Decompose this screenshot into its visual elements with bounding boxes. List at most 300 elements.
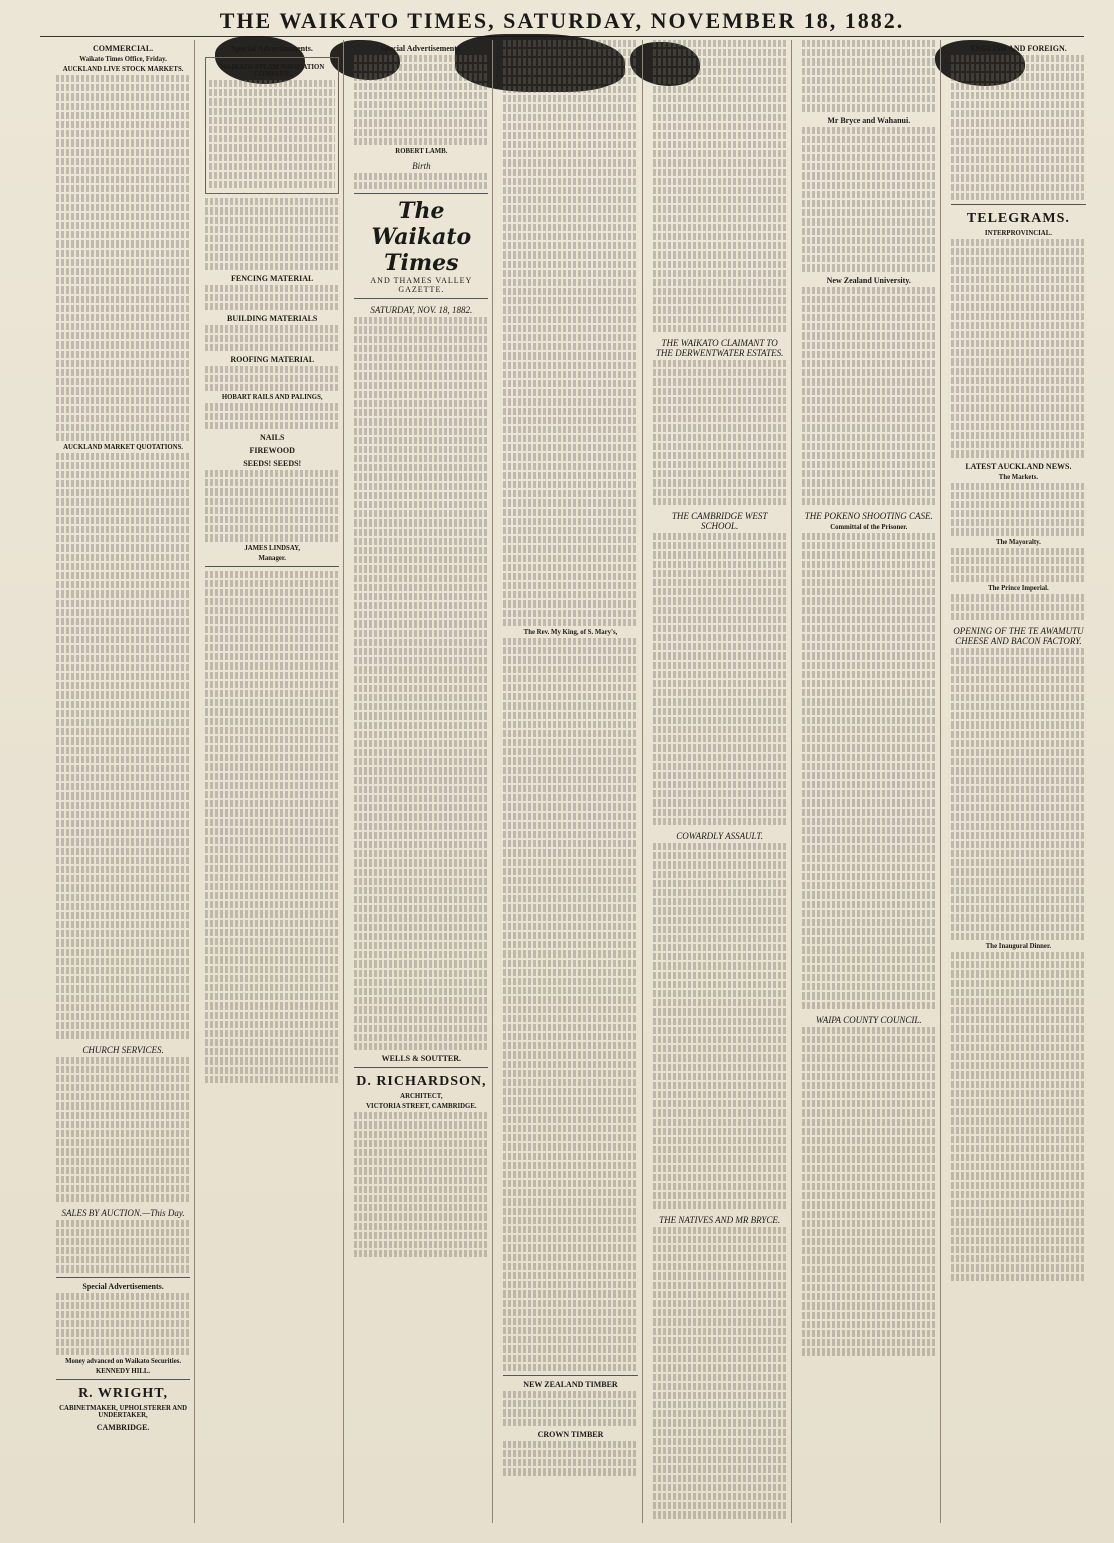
illegible-text-line — [205, 773, 339, 780]
illegible-text-line — [653, 1082, 787, 1089]
illegible-text-line — [56, 912, 190, 919]
illegible-text-line — [802, 772, 936, 779]
illegible-text-line — [951, 841, 1086, 848]
illegible-text-line — [503, 647, 637, 654]
illegible-text-line — [653, 680, 787, 687]
illegible-text-line — [951, 184, 1086, 191]
illegible-text-line — [951, 685, 1086, 692]
fencing-material: FENCING MATERIAL — [231, 273, 314, 283]
illegible-text-line — [802, 689, 936, 696]
illegible-text-line — [56, 406, 190, 413]
money-advanced: Money advanced on Waikato Securities. — [65, 1357, 182, 1365]
illegible-text-line — [653, 1419, 787, 1426]
illegible-text-line — [653, 1227, 787, 1234]
market-quotations-heading: AUCKLAND MARKET QUOTATIONS. — [63, 443, 184, 451]
illegible-text-line — [354, 529, 488, 536]
illegible-text-line — [653, 1100, 787, 1107]
illegible-text-line — [653, 1128, 787, 1135]
illegible-text-line — [56, 857, 190, 864]
illegible-text-line — [951, 129, 1086, 136]
illegible-text-line — [503, 40, 637, 47]
illegible-text-line — [503, 233, 637, 240]
illegible-text-line — [503, 1033, 637, 1040]
illegible-text-line — [503, 840, 637, 847]
illegible-text-line — [802, 616, 936, 623]
illegible-text-line — [951, 285, 1086, 292]
illegible-text-line — [503, 923, 637, 930]
illegible-text-line — [56, 838, 190, 845]
illegible-text-line — [802, 983, 936, 990]
illegible-text-line — [951, 850, 1086, 857]
illegible-text-line — [802, 498, 936, 505]
illegible-text-line — [205, 207, 339, 214]
illegible-text-line — [354, 83, 488, 90]
illegible-text-line — [503, 978, 637, 985]
illegible-text-line — [802, 1284, 936, 1291]
illegible-text-line — [205, 294, 339, 301]
illegible-text-line — [653, 643, 787, 650]
illegible-text-line — [205, 837, 339, 844]
illegible-text-line — [354, 1250, 488, 1257]
illegible-text-line — [951, 548, 1086, 555]
illegible-text-line — [802, 1091, 936, 1098]
illegible-text-line — [951, 731, 1086, 738]
illegible-text-line — [653, 944, 787, 951]
illegible-text-line — [354, 676, 488, 683]
illegible-text-line — [354, 666, 488, 673]
illegible-text-line — [56, 627, 190, 634]
illegible-text-line — [653, 1254, 787, 1261]
illegible-text-line — [56, 939, 190, 946]
illegible-text-line — [951, 878, 1086, 885]
illegible-text-line — [951, 905, 1086, 912]
illegible-text-line — [205, 754, 339, 761]
illegible-text-line — [653, 288, 787, 295]
illegible-text-line — [205, 263, 339, 270]
illegible-text-line — [56, 1057, 190, 1064]
illegible-text-line — [209, 89, 335, 96]
illegible-text-line — [802, 388, 936, 395]
illegible-text-line — [56, 498, 190, 505]
illegible-text-line — [56, 75, 190, 82]
illegible-text-line — [56, 508, 190, 515]
illegible-text-line — [503, 288, 637, 295]
illegible-text-line — [653, 178, 787, 185]
illegible-text-line — [951, 404, 1086, 411]
illegible-text-line — [354, 703, 488, 710]
illegible-text-line — [56, 1066, 190, 1073]
illegible-text-line — [802, 127, 936, 134]
illegible-text-line — [56, 1339, 190, 1346]
illegible-text-line — [653, 68, 787, 75]
illegible-text-line — [354, 501, 488, 508]
illegible-text-line — [354, 354, 488, 361]
illegible-text-line — [56, 424, 190, 431]
illegible-text-line — [653, 533, 787, 540]
illegible-text-line — [653, 1318, 787, 1325]
illegible-text-line — [653, 415, 787, 422]
illegible-text-line — [503, 831, 637, 838]
illegible-text-line — [503, 1226, 637, 1233]
illegible-text-line — [503, 343, 637, 350]
illegible-text-line — [205, 1030, 339, 1037]
column-5 — [649, 40, 792, 1523]
illegible-text-line — [951, 1274, 1086, 1281]
illegible-text-line — [354, 960, 488, 967]
illegible-text-line — [205, 690, 339, 697]
special-ads-heading-1: Special Advertisements. — [82, 1281, 164, 1291]
illegible-text-line — [653, 196, 787, 203]
illegible-text-line — [802, 369, 936, 376]
illegible-text-line — [56, 1031, 190, 1038]
illegible-text-line — [951, 989, 1086, 996]
illegible-text-line — [802, 855, 936, 862]
illegible-text-line — [653, 781, 787, 788]
wright-ad-place: CAMBRIDGE. — [96, 1422, 150, 1432]
illegible-text-line — [951, 528, 1086, 535]
illegible-text-line — [503, 242, 637, 249]
illegible-text-line — [354, 841, 488, 848]
illegible-text-line — [354, 1223, 488, 1230]
illegible-text-line — [951, 1264, 1086, 1271]
illegible-text-line — [56, 397, 190, 404]
illegible-text-line — [653, 1355, 787, 1362]
illegible-text-line — [503, 187, 637, 194]
illegible-text-line — [503, 555, 637, 562]
illegible-text-line — [653, 406, 787, 413]
illegible-text-line — [653, 861, 787, 868]
illegible-text-line — [802, 1211, 936, 1218]
rev-king-heading: The Rev. My King, of S. Mary's, — [523, 629, 618, 636]
illegible-text-line — [205, 653, 339, 660]
illegible-text-line — [503, 1254, 637, 1261]
illegible-text-line — [951, 450, 1086, 457]
illegible-text-line — [354, 1213, 488, 1220]
building-materials: BUILDING MATERIALS — [227, 314, 318, 324]
illegible-text-line — [951, 1071, 1086, 1078]
birth-heading: Birth — [412, 160, 431, 171]
illegible-text-line — [802, 1027, 936, 1034]
illegible-text-line — [205, 571, 339, 578]
illegible-text-line — [653, 754, 787, 761]
illegible-text-line — [503, 794, 637, 801]
illegible-text-line — [56, 103, 190, 110]
illegible-text-line — [503, 1024, 637, 1031]
illegible-text-line — [802, 956, 936, 963]
illegible-text-line — [354, 1043, 488, 1050]
illegible-text-line — [354, 1149, 488, 1156]
illegible-text-line — [653, 1401, 787, 1408]
illegible-text-line — [802, 836, 936, 843]
illegible-text-line — [354, 648, 488, 655]
illegible-text-line — [802, 992, 936, 999]
illegible-text-line — [503, 150, 637, 157]
illegible-text-line — [503, 1097, 637, 1104]
richardson-name: D. RICHARDSON, — [356, 1074, 487, 1090]
illegible-text-line — [653, 990, 787, 997]
illegible-text-line — [503, 1198, 637, 1205]
illegible-text-line — [653, 1364, 787, 1371]
illegible-text-line — [802, 1266, 936, 1273]
illegible-text-line — [205, 335, 339, 342]
illegible-text-line — [503, 545, 637, 552]
illegible-text-line — [503, 334, 637, 341]
illegible-text-line — [951, 165, 1086, 172]
illegible-text-line — [951, 1090, 1086, 1097]
illegible-text-line — [503, 1345, 637, 1352]
illegible-text-line — [802, 1045, 936, 1052]
illegible-text-line — [802, 209, 936, 216]
illegible-text-line — [503, 1272, 637, 1279]
illegible-text-line — [56, 930, 190, 937]
illegible-text-line — [653, 270, 787, 277]
illegible-text-line — [802, 579, 936, 586]
illegible-text-line — [205, 874, 339, 881]
illegible-text-line — [503, 527, 637, 534]
illegible-text-line — [653, 452, 787, 459]
illegible-text-line — [503, 739, 637, 746]
illegible-text-line — [205, 736, 339, 743]
illegible-text-line — [56, 903, 190, 910]
commercial-heading: COMMERCIAL. — [92, 44, 154, 53]
illegible-text-line — [653, 1192, 787, 1199]
illegible-text-line — [653, 1245, 787, 1252]
illegible-text-line — [653, 169, 787, 176]
illegible-text-line — [56, 1220, 190, 1227]
illegible-text-line — [354, 933, 488, 940]
illegible-text-line — [354, 970, 488, 977]
illegible-text-line — [802, 634, 936, 641]
illegible-text-line — [205, 1039, 339, 1046]
illegible-text-line — [354, 951, 488, 958]
illegible-text-line — [503, 1143, 637, 1150]
wells-soutter: WELLS & SOUTTER. — [381, 1054, 462, 1064]
illegible-text-line — [354, 129, 488, 136]
illegible-text-line — [653, 58, 787, 65]
illegible-text-line — [802, 246, 936, 253]
illegible-text-line — [503, 1327, 637, 1334]
illegible-text-line — [205, 809, 339, 816]
natives-bryce-heading: THE NATIVES AND MR BRYCE. — [659, 1214, 781, 1225]
illegible-text-line — [205, 626, 339, 633]
illegible-text-line — [503, 849, 637, 856]
illegible-text-line — [951, 998, 1086, 1005]
illegible-text-line — [653, 579, 787, 586]
illegible-text-line — [653, 325, 787, 332]
illegible-text-line — [354, 138, 488, 145]
illegible-text-line — [503, 600, 637, 607]
illegible-text-line — [653, 1027, 787, 1034]
illegible-text-line — [56, 323, 190, 330]
illegible-text-line — [802, 470, 936, 477]
illegible-text-line — [802, 1238, 936, 1245]
illegible-text-line — [653, 215, 787, 222]
illegible-text-line — [653, 597, 787, 604]
illegible-text-line — [56, 1102, 190, 1109]
illegible-text-line — [503, 408, 637, 415]
illegible-text-line — [205, 325, 339, 332]
illegible-text-line — [56, 618, 190, 625]
illegible-text-line — [653, 251, 787, 258]
illegible-text-line — [951, 1182, 1086, 1189]
illegible-text-line — [802, 104, 936, 111]
illegible-text-line — [951, 1127, 1086, 1134]
richardson-address: VICTORIA STREET, CAMBRIDGE. — [366, 1103, 477, 1111]
illegible-text-line — [354, 575, 488, 582]
illegible-text-line — [205, 727, 339, 734]
illegible-text-line — [56, 185, 190, 192]
illegible-text-line — [209, 144, 335, 151]
illegible-text-line — [653, 132, 787, 139]
illegible-text-line — [56, 296, 190, 303]
illegible-text-line — [503, 1459, 637, 1466]
illegible-text-line — [802, 643, 936, 650]
illegible-text-line — [503, 859, 637, 866]
illegible-text-line — [205, 947, 339, 954]
illegible-text-line — [653, 662, 787, 669]
illegible-text-line — [56, 1302, 190, 1309]
illegible-text-line — [354, 887, 488, 894]
illegible-text-line — [503, 1263, 637, 1270]
illegible-text-line — [653, 224, 787, 231]
illegible-text-line — [205, 534, 339, 541]
illegible-text-line — [56, 277, 190, 284]
illegible-text-line — [354, 1195, 488, 1202]
illegible-text-line — [205, 616, 339, 623]
illegible-text-line — [503, 453, 637, 460]
illegible-text-line — [209, 172, 335, 179]
illegible-text-line — [951, 138, 1086, 145]
illegible-text-line — [503, 1134, 637, 1141]
illegible-text-line — [802, 744, 936, 751]
illegible-text-line — [802, 1119, 936, 1126]
illegible-text-line — [503, 813, 637, 820]
illegible-text-line — [802, 570, 936, 577]
illegible-text-line — [951, 712, 1086, 719]
illegible-text-line — [951, 1081, 1086, 1088]
illegible-text-line — [503, 362, 637, 369]
illegible-text-line — [653, 378, 787, 385]
illegible-text-line — [951, 340, 1086, 347]
illegible-text-line — [653, 898, 787, 905]
special-ads-heading-2: Special Advertisements. — [231, 44, 313, 53]
illegible-text-line — [653, 926, 787, 933]
illegible-text-line — [56, 921, 190, 928]
illegible-text-line — [653, 935, 787, 942]
illegible-text-line — [354, 437, 488, 444]
illegible-text-line — [503, 987, 637, 994]
illegible-text-line — [354, 813, 488, 820]
illegible-text-line — [503, 757, 637, 764]
illegible-text-line — [56, 526, 190, 533]
illegible-text-line — [951, 1237, 1086, 1244]
illegible-text-line — [653, 1484, 787, 1491]
illegible-text-line — [56, 774, 190, 781]
illegible-text-line — [802, 1137, 936, 1144]
illegible-text-line — [951, 1099, 1086, 1106]
illegible-text-line — [205, 883, 339, 890]
illegible-text-line — [56, 360, 190, 367]
illegible-text-line — [951, 1016, 1086, 1023]
illegible-text-line — [951, 331, 1086, 338]
illegible-text-line — [951, 358, 1086, 365]
illegible-text-line — [653, 49, 787, 56]
illegible-text-line — [951, 666, 1086, 673]
illegible-text-line — [354, 924, 488, 931]
illegible-text-line — [653, 1008, 787, 1015]
illegible-text-line — [951, 1172, 1086, 1179]
illegible-text-line — [56, 756, 190, 763]
illegible-text-line — [653, 953, 787, 960]
illegible-text-line — [354, 722, 488, 729]
james-lindsay: JAMES LINDSAY, — [244, 544, 301, 552]
illegible-text-line — [56, 728, 190, 735]
illegible-text-line — [802, 717, 936, 724]
illegible-text-line — [802, 296, 936, 303]
illegible-text-line — [205, 580, 339, 587]
illegible-text-line — [802, 305, 936, 312]
illegible-text-line — [653, 1502, 787, 1509]
illegible-text-line — [56, 489, 190, 496]
illegible-text-line — [951, 740, 1086, 747]
illegible-text-line — [354, 464, 488, 471]
illegible-text-line — [354, 363, 488, 370]
illegible-text-line — [802, 95, 936, 102]
illegible-text-line — [503, 306, 637, 313]
illegible-text-line — [951, 952, 1086, 959]
illegible-text-line — [653, 717, 787, 724]
illegible-text-line — [653, 1155, 787, 1162]
illegible-text-line — [354, 119, 488, 126]
illegible-text-line — [653, 424, 787, 431]
illegible-text-line — [503, 1208, 637, 1215]
illegible-text-line — [354, 611, 488, 618]
livestock-heading: AUCKLAND LIVE STOCK MARKETS. — [62, 66, 184, 73]
illegible-text-line — [503, 1468, 637, 1475]
nz-timber-heading: NEW ZEALAND TIMBER — [523, 1380, 618, 1389]
illegible-text-line — [503, 868, 637, 875]
illegible-text-line — [503, 1153, 637, 1160]
illegible-text-line — [354, 556, 488, 563]
illegible-text-line — [56, 433, 190, 440]
illegible-text-line — [354, 73, 488, 80]
illegible-text-line — [205, 910, 339, 917]
illegible-text-line — [653, 1511, 787, 1518]
illegible-text-line — [205, 1002, 339, 1009]
illegible-text-line — [653, 1374, 787, 1381]
illegible-text-line — [354, 639, 488, 646]
illegible-text-line — [653, 1291, 787, 1298]
illegible-text-line — [503, 932, 637, 939]
wright-ad-title: R. WRIGHT, — [78, 1385, 169, 1401]
illegible-text-line — [209, 80, 335, 87]
illegible-text-line — [354, 409, 488, 416]
illegible-text-line — [653, 489, 787, 496]
illegible-text-line — [503, 279, 637, 286]
illegible-text-line — [653, 1183, 787, 1190]
illegible-text-line — [653, 1465, 787, 1472]
illegible-text-line — [56, 958, 190, 965]
west-school-heading: THE CAMBRIDGE WEST SCHOOL. — [671, 511, 768, 531]
illegible-text-line — [503, 104, 637, 111]
illegible-text-line — [653, 852, 787, 859]
illegible-text-line — [503, 1355, 637, 1362]
illegible-text-line — [56, 204, 190, 211]
illegible-text-line — [354, 1034, 488, 1041]
latest-auckland-heading: LATEST AUCKLAND NEWS. — [965, 461, 1072, 471]
illegible-text-line — [802, 1229, 936, 1236]
prince-imperial-heading: The Prince Imperial. — [988, 585, 1049, 593]
